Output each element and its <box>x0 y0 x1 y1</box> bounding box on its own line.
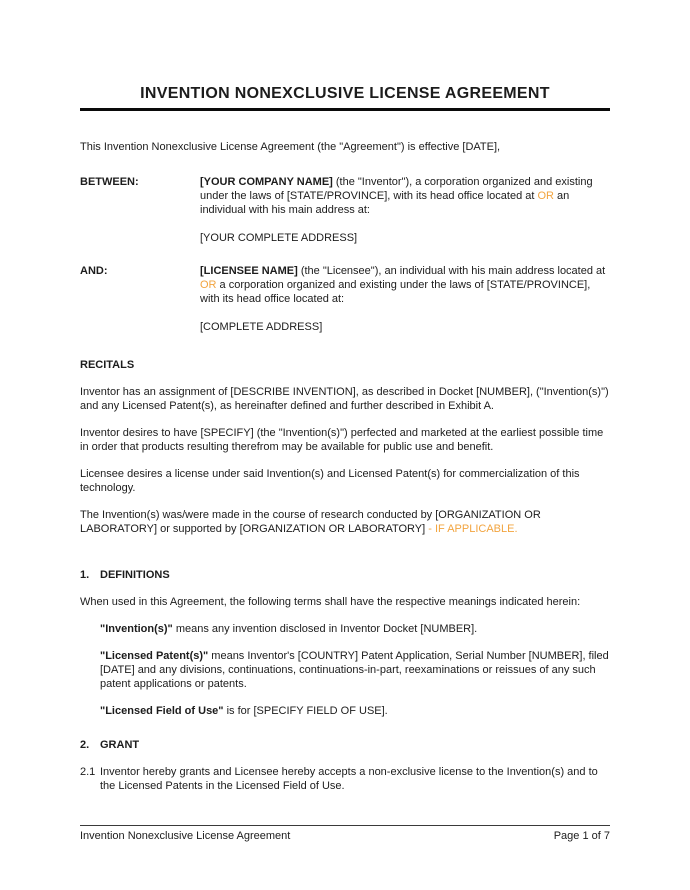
and-body <box>200 264 610 334</box>
and-section <box>80 264 610 334</box>
grant-heading-number: 2. <box>80 739 90 751</box>
between-address: [YOUR COMPLETE ADDRESS] <box>200 232 358 244</box>
definitions-heading-number: 1. <box>80 569 90 581</box>
page-footer <box>80 825 610 843</box>
grant-item-text: Inventor hereby grants and Licensee hereby accepts a non-exclusive license to the Invention(s) and to the Licensed Patents in the Licensed Field of Use. <box>100 766 598 792</box>
grant-heading-label: GRANT <box>100 739 140 751</box>
grant-item-number: 2.1 <box>80 766 96 778</box>
definitions-heading-label: DEFINITIONS <box>100 569 170 581</box>
recital-paragraph-2: Inventor desires to have [SPECIFY] (the "Invention(s)") perfected and marketed at the earliest possible time in order that products resulting therefrom may be available for public use and benefit. <box>80 427 604 453</box>
between-body <box>200 175 610 245</box>
grant-item <box>80 765 610 793</box>
between-label: BETWEEN: <box>80 176 139 188</box>
definitions-intro: When used in this Agreement, the following terms shall have the respective meanings indicated herein: <box>80 596 581 608</box>
document-title: INVENTION NONEXCLUSIVE LICENSE AGREEMENT <box>140 85 550 102</box>
recital-paragraph-1: Inventor has an assignment of [DESCRIBE INVENTION], as described in Docket [NUMBER], ("Invention(s)") and any Licensed Patent(s), as hereinafter defined and further described in Exhibit A. <box>80 386 609 412</box>
document-content <box>0 84 690 793</box>
between-paragraph: [YOUR COMPANY NAME] (the "Inventor"), a corporation organized and existing under the laws of [STATE/PROVINCE], with its head office located at OR an individual with his main address at: <box>200 176 593 216</box>
definition-item-1: "Invention(s)" means any invention disclosed in Inventor Docket [NUMBER]. <box>100 623 478 635</box>
definition-item-2: "Licensed Patent(s)" means Inventor's [COUNTRY] Patent Application, Serial Number [NUMBER], filed [DATE] and any divisions, continuations, continuations-in-part, reexaminations or reissues of any such patent applications or patents. <box>100 650 609 690</box>
recital-paragraph-4: The Invention(s) was/were made in the course of research conducted by [ORGANIZATION OR LABORATORY] or supported by [ORGANIZATION OR LABORATORY] - IF APPLICABLE. <box>80 509 541 535</box>
footer-page-number: Page 1 of 7 <box>553 830 610 842</box>
grant-heading <box>80 738 610 752</box>
footer-document-title: Invention Nonexclusive License Agreement <box>80 830 291 842</box>
title-block <box>80 84 610 111</box>
recitals-heading: RECITALS <box>80 359 135 371</box>
and-paragraph: [LICENSEE NAME] (the "Licensee"), an individual with his main address located at OR a corporation organized and existing under the laws of [STATE/PROVINCE], with its head office located at: <box>200 265 606 305</box>
between-section <box>80 175 610 245</box>
definition-item-3: "Licensed Field of Use" is for [SPECIFY FIELD OF USE]. <box>100 705 388 717</box>
recital-paragraph-3: Licensee desires a license under said Invention(s) and Licensed Patent(s) for commercialization of this technology. <box>80 468 580 494</box>
intro-paragraph: This Invention Nonexclusive License Agreement (the "Agreement") is effective [DATE], <box>80 141 501 153</box>
and-address: [COMPLETE ADDRESS] <box>200 321 323 333</box>
and-label: AND: <box>80 265 108 277</box>
definitions-heading <box>80 568 610 582</box>
